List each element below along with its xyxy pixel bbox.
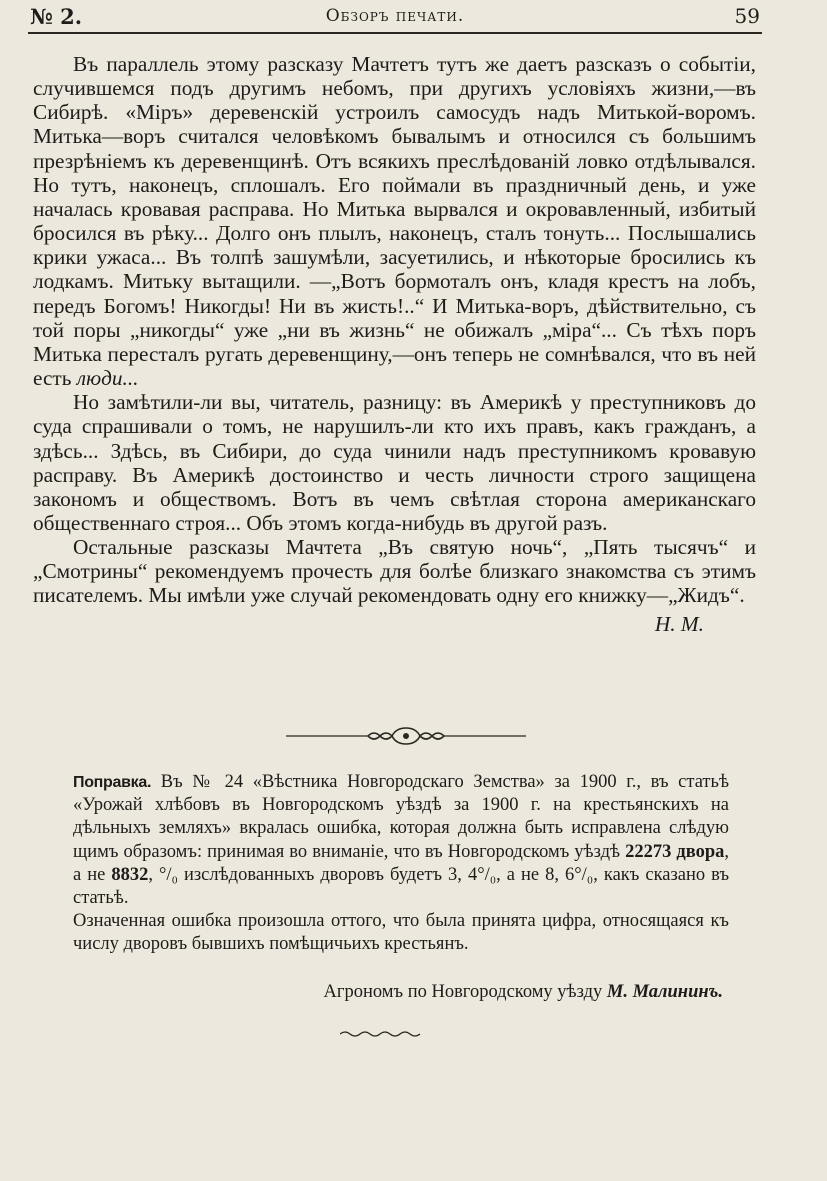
author-initials: Н. М. [654,611,704,636]
page-number: 59 [734,4,760,28]
closing-squiggle [340,1028,426,1040]
paragraph: Въ параллель этому разсказу Мачтетъ тутъ же даетъ разсказъ о событіи, случившемся подъ другимъ небомъ, при другихъ условіяхъ жизни,—въ Сибирѣ. «Міръ» деревенскій устроилъ самосудъ надъ Митькой-воромъ. Митька—воръ считался человѣкомъ бывалымъ и относился съ большимъ презрѣніемъ къ деревенщинѣ. Отъ всякихъ преслѣдованій ловко отдѣлывался. Но тутъ, наконецъ, сплошалъ. Его поймали въ праздничный день, и уже началась кровавая расправа. Но Митька вырвался и окровавленный, избитый бросился въ рѣку... Долго онъ плылъ, наконецъ, сталъ тонуть... Послышались крики ужаса... Въ толпѣ зашумѣли, засуетились, и нѣкоторые бросились къ лодкамъ. Митьку вытащили. —„Вотъ бормоталъ онъ, кладя крестъ на лобъ, передъ Богомъ! Никогды! Ни въ жисть!..“ И Митька-воръ, дѣйствительно, съ той поры „никогды“ уже „ни въ жизнь“ не обижалъ „міра“... Съ тѣхъ поръ Митька пересталъ ругать деревенщину,—онъ теперь не сомнѣвался, что въ ней есть люди... [33,52,756,391]
note-paragraph: Поправка. Въ № 24 «Вѣстника Новгородскаго Земства» за 1900 г., въ статьѣ «Урожай хлѣбовъ въ Новгородскомъ уѣздѣ за 1900 г. на крестьянскихъ на дѣльныхъ земляхъ» вкралась ошибка, которая должна быть исправлена слѣдую щимъ образомъ: принимая во вниманіе, что въ Новгородскомъ уѣздѣ 22273 двора, а не 8832, °/₀ изслѣдованныхъ дворовъ будетъ 3, 4°/₀, а не 8, 6°/₀, какъ сказано въ статьѣ. [73,772,730,909]
running-title: Обзоръ печати. [325,6,465,26]
note-paragraph: Означенная ошибка произошла оттого, что была принята цифра, относящаяся къ числу дворовъ бывшихъ помѣщичьихъ крестьянъ. [73,911,729,955]
correction-note [73,771,729,1004]
note-signature: Агрономъ по Новгородскому уѣзду М. Малининъ. [323,981,723,1002]
issue-number: № 2. [30,4,83,29]
paragraph: Остальные разсказы Мачтета „Въ святую ночь“, „Пять тысячъ“ и „Смотрины“ рекомендуемъ прочесть для болѣе близкаго знакомства съ этимъ писателемъ. Мы имѣли уже случай рекомендовать одну его книжку—„Жидъ“. [33,535,756,608]
paragraph: Но замѣтили-ли вы, читатель, разницу: въ Америкѣ у преступниковъ до суда спрашивали о томъ, не нарушилъ-ли кто ихъ правъ, какъ гражданъ, а здѣсь... Здѣсь, въ Сибири, до суда чинили надъ преступникомъ кровавую расправу. Въ Америкѣ достоинство и честь личности строго защищена закономъ и обществомъ. Вотъ въ чемъ свѣтлая сторона американскаго общественнаго строя... Объ этомъ когда-нибудь въ другой разъ. [33,390,756,535]
article-body [33,52,756,636]
ornament-divider [286,724,526,748]
italic-word: люди... [76,366,139,391]
note-lead: Поправка. [73,774,152,791]
page-header [30,4,760,34]
header-rule [28,32,762,34]
